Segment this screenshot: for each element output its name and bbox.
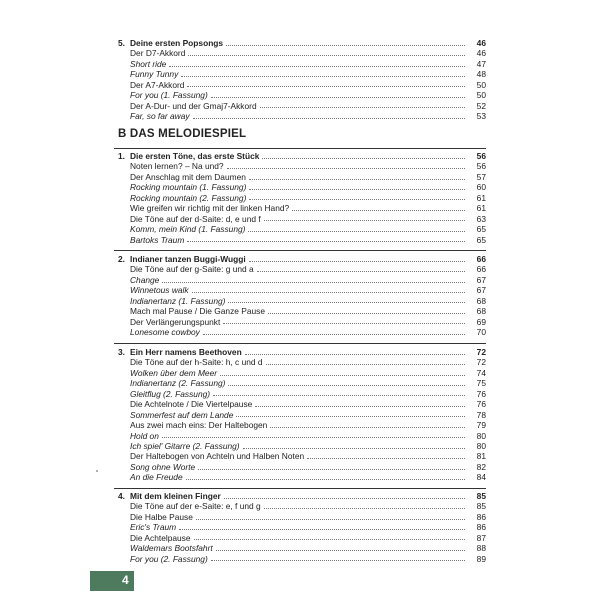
toc-entry-title: Winnetous walk	[130, 285, 189, 296]
toc-entry-title: Wolken über dem Meer	[130, 367, 218, 378]
toc-page-number: 66	[476, 254, 486, 264]
toc-page-number: 85	[476, 491, 486, 501]
toc-entry	[118, 378, 486, 388]
toc-entry-title: Der A-Dur- und der Gmaj7-Akkord	[130, 100, 257, 111]
dot-leader	[257, 271, 465, 272]
dot-leader	[216, 550, 465, 551]
dot-leader	[264, 508, 465, 509]
toc-entry-title: Wie greifen wir richtig mit der linken Hand?	[130, 203, 290, 214]
dot-leader	[211, 97, 465, 98]
toc-entry	[118, 214, 486, 224]
toc-page-number: 56	[476, 151, 486, 161]
toc-entry-title: Aus zwei mach eins: Der Haltebogen	[130, 420, 268, 431]
divider-rule	[114, 250, 486, 251]
toc-chapter-heading	[118, 151, 486, 161]
dot-leader	[227, 168, 465, 169]
toc-entry-title: Change	[130, 274, 160, 285]
toc-entry-title: Short ride	[130, 58, 167, 69]
toc-page-number: 67	[476, 274, 486, 285]
toc-entry	[118, 554, 486, 564]
toc-entry	[118, 462, 486, 472]
toc-page-number: 80	[476, 430, 486, 441]
dot-leader	[162, 282, 465, 283]
toc-entry-title: Der D7-Akkord	[130, 48, 186, 59]
dot-leader	[192, 292, 465, 293]
toc-entry-title: Indianer tanzen Buggi-Wuggi	[130, 254, 246, 264]
page-number: 4	[122, 573, 129, 587]
toc-entry-title: For you (1. Fassung)	[130, 90, 208, 101]
toc-page-number: 76	[476, 388, 486, 399]
dot-leader	[193, 118, 465, 119]
toc-entry	[118, 48, 486, 58]
toc-entry-title: Indianertanz (1. Fassung)	[130, 295, 226, 306]
toc-page-number: 72	[476, 347, 486, 357]
toc-entry-title: Sommerfest auf dem Lande	[130, 409, 234, 420]
chapter-number: 4.	[118, 491, 125, 501]
toc-entry	[118, 327, 486, 337]
toc-page-number: 61	[476, 192, 486, 203]
toc-entry-title: Song ohne Worte	[130, 461, 196, 472]
toc-page-number: 76	[476, 399, 486, 410]
toc-page-number: 46	[476, 48, 486, 59]
toc-block-chapter-4	[118, 491, 486, 564]
page-number-tab	[90, 571, 134, 591]
dot-leader	[162, 437, 465, 438]
toc-entry-title: Rocking mountain (1. Fassung)	[130, 182, 247, 193]
toc-entry-title: Die Töne auf der g-Saite: g und a	[130, 264, 254, 275]
toc-page-number: 63	[476, 213, 486, 224]
dot-leader	[194, 539, 465, 540]
toc-entry-title: Waldemars Bootsfahrt	[130, 543, 213, 554]
toc-entry	[118, 317, 486, 327]
toc-entry	[118, 441, 486, 451]
toc-page-number: 50	[476, 90, 486, 101]
margin-mark	[96, 470, 98, 472]
toc-entry-title: Deine ersten Popsongs	[130, 38, 224, 48]
toc-entry	[118, 501, 486, 511]
dot-leader	[198, 469, 465, 470]
toc-page-number: 56	[476, 161, 486, 172]
toc-entry-title: Die Töne auf der h-Saite: h, c und d	[130, 357, 263, 368]
toc-page-number: 78	[476, 409, 486, 420]
toc-entry-title: Der Verlängerungspunkt	[130, 316, 221, 327]
toc-page-number: 86	[476, 511, 486, 522]
toc-entry	[118, 420, 486, 430]
toc-page-number: 47	[476, 58, 486, 69]
toc-page-number: 79	[476, 420, 486, 431]
dot-leader	[211, 560, 465, 561]
toc-page-number: 68	[476, 306, 486, 317]
toc-entry	[118, 161, 486, 171]
toc-entry-title: Die Töne auf der e-Saite: e, f und g	[130, 501, 261, 512]
dot-leader	[236, 416, 465, 417]
toc-entry-title: Der A7-Akkord	[130, 79, 185, 90]
toc-page-number: 87	[476, 532, 486, 543]
toc-entry-title: Ich spiel' Gitarre (2. Fassung)	[130, 440, 240, 451]
toc-page-number: 74	[476, 367, 486, 378]
toc-page-number: 46	[476, 38, 486, 48]
dot-leader	[196, 519, 465, 520]
toc-page-number: 86	[476, 522, 486, 533]
dot-leader	[249, 261, 465, 262]
toc-page-number: 75	[476, 378, 486, 389]
toc-block-popsongs	[118, 38, 486, 122]
chapter-number: 5.	[118, 38, 125, 48]
toc-page-number: 65	[476, 224, 486, 235]
toc-entry	[118, 368, 486, 378]
dot-leader	[188, 55, 465, 56]
section-title: B DAS MELODIESPIEL	[118, 128, 247, 140]
toc-page-number: 68	[476, 295, 486, 306]
toc-entry-title: Der Anschlag mit dem Daumen	[130, 171, 246, 182]
dot-leader	[260, 107, 465, 108]
toc-entry-title: Far, so far away	[130, 111, 190, 122]
toc-page-number: 82	[476, 461, 486, 472]
toc-entry	[118, 172, 486, 182]
toc-entry-title: For you (2. Fassung)	[130, 553, 208, 564]
toc-entry	[118, 224, 486, 234]
toc-block-chapter-1	[118, 151, 486, 245]
dot-leader	[224, 498, 465, 499]
toc-page-number: 89	[476, 553, 486, 564]
dot-leader	[255, 406, 465, 407]
toc-entry-title: Die Achtelpause	[130, 532, 191, 543]
dot-leader	[226, 45, 465, 46]
toc-entry-title: Eric's Traum	[130, 522, 177, 533]
toc-page-number: 84	[476, 472, 486, 483]
toc-entry-title: Indianertanz (2. Fassung)	[130, 378, 226, 389]
toc-entry	[118, 264, 486, 274]
dot-leader	[169, 66, 465, 67]
toc-entry	[118, 410, 486, 420]
toc-entry	[118, 399, 486, 409]
toc-page-number: 52	[476, 100, 486, 111]
toc-entry-title: Bartoks Traum	[130, 234, 185, 245]
dot-leader	[262, 158, 465, 159]
dot-leader	[249, 189, 465, 190]
dot-leader	[213, 395, 465, 396]
toc-entry	[118, 101, 486, 111]
dot-leader	[220, 375, 465, 376]
dot-leader	[243, 448, 465, 449]
toc-page-number: 80	[476, 440, 486, 451]
dot-leader	[266, 364, 465, 365]
toc-entry-title: An die Freude	[130, 472, 183, 483]
toc-page-number: 48	[476, 69, 486, 80]
toc-entry-title: Gleitflug (2. Fassung)	[130, 388, 211, 399]
toc-page-number: 50	[476, 79, 486, 90]
toc-block-chapter-2	[118, 254, 486, 338]
toc-entry	[118, 522, 486, 532]
toc-chapter-heading	[118, 491, 486, 501]
dot-leader	[264, 220, 465, 221]
toc-entry	[118, 90, 486, 100]
dot-leader	[245, 354, 465, 355]
dot-leader	[270, 427, 465, 428]
toc-entry	[118, 543, 486, 553]
chapter-number: 2.	[118, 254, 125, 264]
toc-page-number: 57	[476, 171, 486, 182]
toc-page-number: 65	[476, 234, 486, 245]
chapter-number: 1.	[118, 151, 125, 161]
toc-entry-title: Lonesome cowboy	[130, 327, 200, 338]
toc-entry	[118, 193, 486, 203]
toc-entry-title: Hold on	[130, 430, 159, 441]
toc-entry-title: Die ersten Töne, das erste Stück	[130, 151, 260, 161]
toc-entry	[118, 285, 486, 295]
divider-rule	[114, 343, 486, 344]
toc-page-number: 53	[476, 111, 486, 122]
dot-leader	[268, 313, 465, 314]
toc-page-number: 81	[476, 451, 486, 462]
toc-entry	[118, 59, 486, 69]
toc-page-number: 60	[476, 182, 486, 193]
dot-leader	[181, 76, 465, 77]
toc-entry	[118, 357, 486, 367]
dot-leader	[179, 529, 465, 530]
toc-entry	[118, 472, 486, 482]
dot-leader	[187, 241, 465, 242]
toc-entry	[118, 80, 486, 90]
dot-leader	[249, 179, 465, 180]
dot-leader	[228, 302, 465, 303]
toc-entry-title: Komm, mein Kind (1. Fassung)	[130, 224, 246, 235]
toc-page-number: 70	[476, 327, 486, 338]
toc-entry-title: Die Töne auf der d-Saite: d, e und f	[130, 213, 261, 224]
toc-entry	[118, 111, 486, 121]
toc-entry	[118, 306, 486, 316]
dot-leader	[223, 323, 465, 324]
toc-entry	[118, 235, 486, 245]
dot-leader	[186, 479, 465, 480]
toc-entry-title: Die Halbe Pause	[130, 511, 193, 522]
toc-entry	[118, 512, 486, 522]
toc-entry-title: Funny Tunny	[130, 69, 179, 80]
toc-page-number: 88	[476, 543, 486, 554]
toc-page-number: 85	[476, 501, 486, 512]
toc-entry	[118, 296, 486, 306]
toc-entry-title: Noten lernen? – Na und?	[130, 161, 224, 172]
toc-chapter-heading	[118, 347, 486, 357]
toc-entry	[118, 203, 486, 213]
toc-entry-title: Mit dem kleinen Finger	[130, 491, 221, 501]
toc-entry	[118, 275, 486, 285]
toc-entry-title: Rocking mountain (2. Fassung)	[130, 192, 247, 203]
toc-entry	[118, 69, 486, 79]
dot-leader	[248, 231, 465, 232]
toc-chapter-heading	[118, 254, 486, 264]
divider-rule	[114, 148, 486, 149]
toc-page-number: 72	[476, 357, 486, 368]
toc-page-number: 66	[476, 264, 486, 275]
toc-entry	[118, 182, 486, 192]
dot-leader	[228, 385, 465, 386]
divider-rule	[114, 488, 486, 489]
toc-page-number: 61	[476, 203, 486, 214]
toc-entry	[118, 431, 486, 441]
dot-leader	[187, 86, 465, 87]
dot-leader	[307, 458, 465, 459]
toc-page-number: 69	[476, 316, 486, 327]
toc-page-number: 67	[476, 285, 486, 296]
toc-entry-title: Ein Herr namens Beethoven	[130, 347, 242, 357]
dot-leader	[249, 199, 465, 200]
toc-entry-title: Der Haltebogen von Achteln und Halben Noten	[130, 451, 305, 462]
toc-entry-title: Mach mal Pause / Die Ganze Pause	[130, 306, 265, 317]
toc-chapter-heading	[118, 38, 486, 48]
dot-leader	[292, 210, 465, 211]
toc-entry	[118, 389, 486, 399]
toc-entry-title: Die Achtelnote / Die Viertelpause	[130, 399, 253, 410]
toc-entry	[118, 451, 486, 461]
dot-leader	[203, 334, 465, 335]
toc-block-chapter-3	[118, 347, 486, 483]
chapter-number: 3.	[118, 347, 125, 357]
toc-entry	[118, 533, 486, 543]
